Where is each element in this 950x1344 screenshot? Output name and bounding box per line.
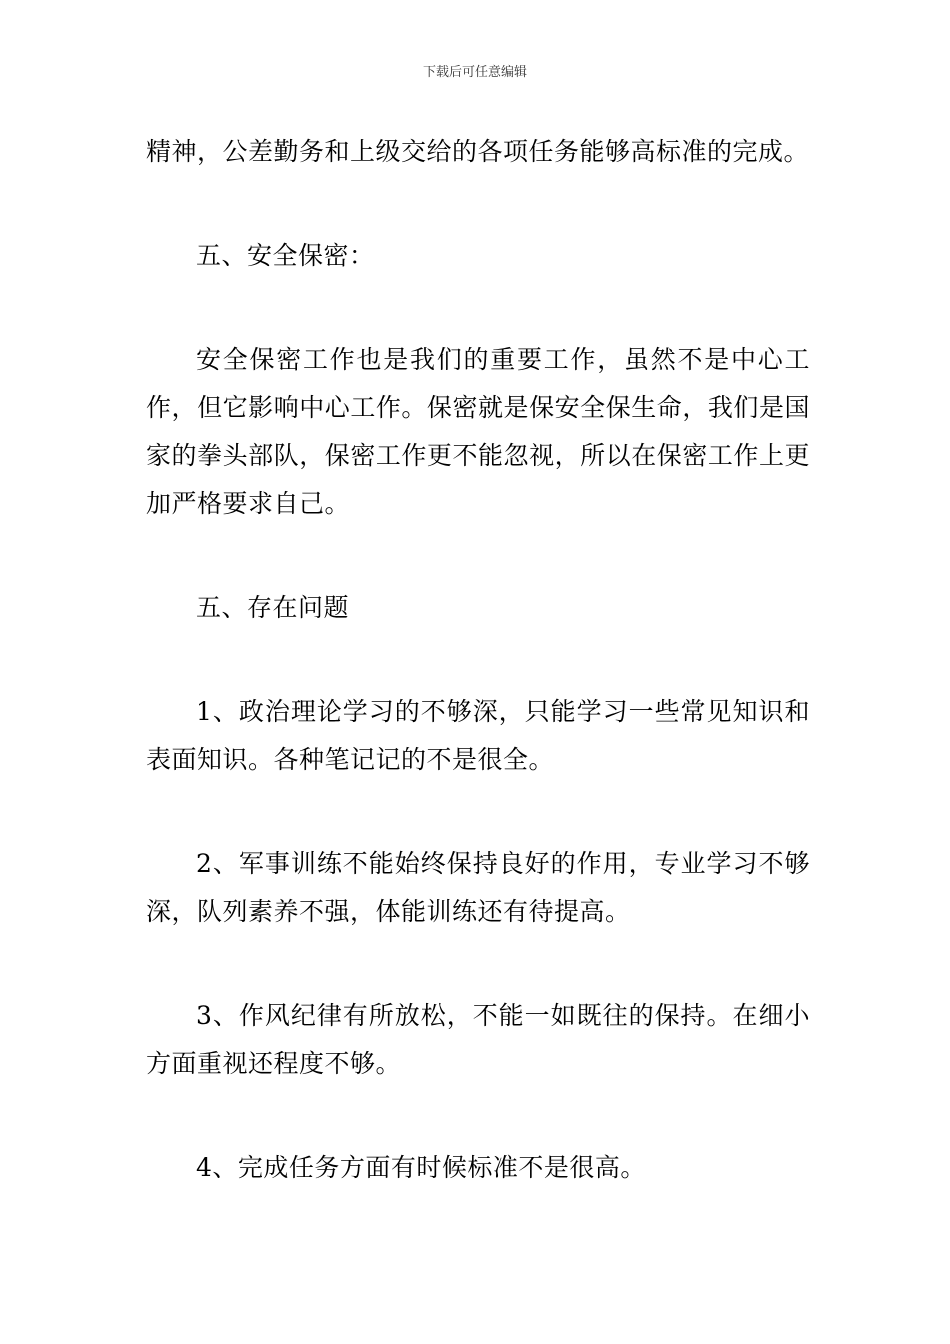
list-item-problem-3: 3、作风纪律有所放松，不能一如既往的保持。在细小方面重视还程度不够。 bbox=[146, 1001, 810, 1078]
section-heading-problems: 五、存在问题 bbox=[196, 593, 350, 622]
paragraph-security: 安全保密工作也是我们的重要工作，虽然不是中心工作，但它影响中心工作。保密就是保安全保生命，我们是国家的拳头部队，保密工作更不能忽视，所以在保密工作上更加严格要求自己。 bbox=[146, 345, 810, 518]
list-item-problem-4: 4、完成任务方面有时候标准不是很高。 bbox=[196, 1153, 646, 1182]
list-item-problem-2: 2、军事训练不能始终保持良好的作用，专业学习不够深，队列素养不强，体能训练还有待提高。 bbox=[146, 849, 810, 926]
document-body bbox=[146, 128, 810, 1248]
paragraph-continuation: 精神，公差勤务和上级交给的各项任务能够高标准的完成。 bbox=[146, 137, 810, 166]
page-header-note: 下载后可任意编辑 bbox=[422, 65, 527, 80]
section-heading-security: 五、安全保密： bbox=[196, 241, 375, 270]
list-item-problem-1: 1、政治理论学习的不够深，只能学习一些常见知识和表面知识。各种笔记记的不是很全。 bbox=[146, 697, 810, 774]
